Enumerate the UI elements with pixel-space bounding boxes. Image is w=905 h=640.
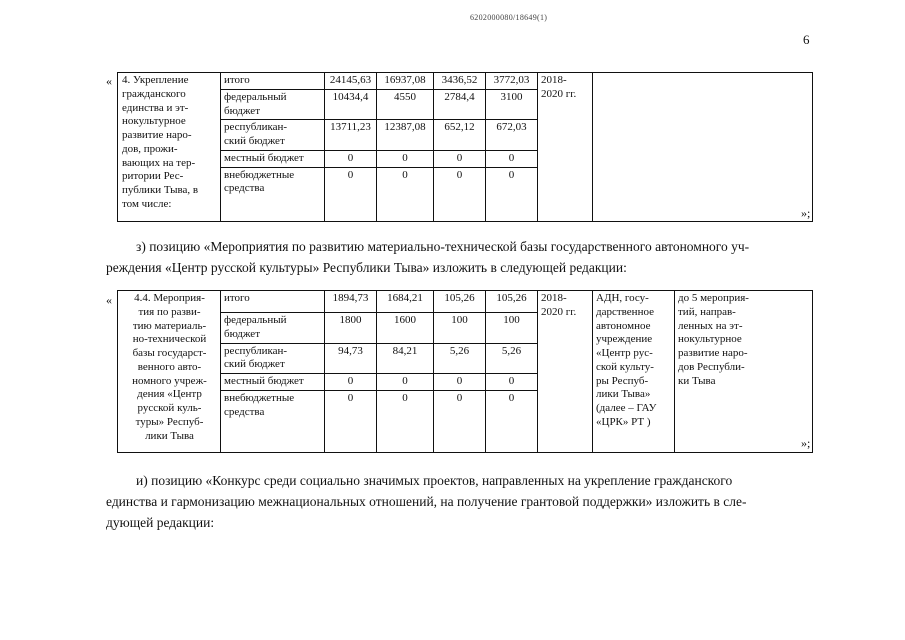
source-local: местный бюджет bbox=[221, 150, 325, 167]
cell-rep-v4: 672,03 bbox=[486, 120, 538, 151]
cell-extra-v3: 0 bbox=[434, 390, 486, 452]
cell-local-v4: 0 bbox=[486, 150, 538, 167]
measure-title: 4.4. Мероприя- тия по разви- тию материаль- но-технической базы государст- венного авто- номного учреж- дения «Центр русской куль- туры» Респуб- лики Тыва bbox=[118, 291, 221, 453]
document-code: 6202000080/18649(1) bbox=[470, 13, 548, 22]
source-extrabudget: внебюджетные средства bbox=[221, 167, 325, 221]
page-number: 6 bbox=[803, 32, 810, 47]
source-republican: республикан- ский бюджет bbox=[221, 120, 325, 151]
cell-local-v2: 0 bbox=[377, 374, 434, 391]
cell-extra-v3: 0 bbox=[434, 167, 486, 221]
cell-fed-v3: 100 bbox=[434, 313, 486, 344]
cell-fed-v2: 4550 bbox=[377, 89, 434, 120]
cell-total-v3: 105,26 bbox=[434, 291, 486, 313]
cell-total-v3: 3436,52 bbox=[434, 73, 486, 90]
cell-total-v2: 1684,21 bbox=[377, 291, 434, 313]
cell-rep-v2: 12387,08 bbox=[377, 120, 434, 151]
cell-total-v4: 3772,03 bbox=[486, 73, 538, 90]
executor: АДН, госу- дарственное автономное учреждение «Центр рус- ской культу- ры Респуб- лики Тыва» (далее – ГАУ «ЦРК» РТ ) bbox=[593, 291, 675, 453]
cell-local-v3: 0 bbox=[434, 150, 486, 167]
cell-extra-v4: 0 bbox=[486, 167, 538, 221]
cell-rep-v2: 84,21 bbox=[377, 343, 434, 374]
source-total: итого bbox=[221, 73, 325, 90]
cell-rep-v1: 94,73 bbox=[325, 343, 377, 374]
cell-rep-v4: 5,26 bbox=[486, 343, 538, 374]
budget-table-2 bbox=[117, 290, 813, 453]
cell-extra-v2: 0 bbox=[377, 390, 434, 452]
cell-local-v2: 0 bbox=[377, 150, 434, 167]
cell-extra-v2: 0 bbox=[377, 167, 434, 221]
cell-local-v4: 0 bbox=[486, 374, 538, 391]
source-republican: республикан- ский бюджет bbox=[221, 343, 325, 374]
paragraph-i: и) позицию «Конкурс среди социально значимых проектов, направленных на укрепление гражданского единства и гармонизацию межнациональных отношений, на получение грантовой поддержки» изложить в сле- дующей редакции: bbox=[106, 473, 747, 530]
cell-fed-v3: 2784,4 bbox=[434, 89, 486, 120]
source-federal: федеральный бюджет bbox=[221, 313, 325, 344]
cell-local-v3: 0 bbox=[434, 374, 486, 391]
period: 2018- 2020 гг. bbox=[538, 73, 593, 222]
cell-total-v1: 1894,73 bbox=[325, 291, 377, 313]
budget-table-1 bbox=[117, 72, 813, 222]
cell-total-v1: 24145,63 bbox=[325, 73, 377, 90]
cell-fed-v4: 100 bbox=[486, 313, 538, 344]
source-extrabudget: внебюджетные средства bbox=[221, 390, 325, 452]
cell-local-v1: 0 bbox=[325, 374, 377, 391]
empty-cell bbox=[593, 73, 813, 222]
opening-quote: « bbox=[106, 74, 112, 88]
cell-total-v4: 105,26 bbox=[486, 291, 538, 313]
source-local: местный бюджет bbox=[221, 374, 325, 391]
cell-fed-v4: 3100 bbox=[486, 89, 538, 120]
source-federal: федеральный бюджет bbox=[221, 89, 325, 120]
cell-rep-v1: 13711,23 bbox=[325, 120, 377, 151]
period: 2018- 2020 гг. bbox=[538, 291, 593, 453]
opening-quote: « bbox=[106, 293, 112, 307]
cell-rep-v3: 5,26 bbox=[434, 343, 486, 374]
cell-fed-v2: 1600 bbox=[377, 313, 434, 344]
expected-result: до 5 мероприя- тий, направ- ленных на эт- нокультурное развитие наро- дов Республи- ки Тыва bbox=[675, 291, 813, 453]
cell-extra-v1: 0 bbox=[325, 167, 377, 221]
cell-extra-v4: 0 bbox=[486, 390, 538, 452]
closing-quote: »; bbox=[801, 436, 811, 450]
cell-local-v1: 0 bbox=[325, 150, 377, 167]
measure-title: 4. Укрепление гражданского единства и эт- нокультурное развитие наро- дов, прожи- вающих на тер- ритории Рес- публики Тыва, в том числе: bbox=[118, 73, 221, 222]
cell-total-v2: 16937,08 bbox=[377, 73, 434, 90]
cell-extra-v1: 0 bbox=[325, 390, 377, 452]
closing-quote: »; bbox=[801, 206, 811, 220]
cell-rep-v3: 652,12 bbox=[434, 120, 486, 151]
source-total: итого bbox=[221, 291, 325, 313]
paragraph-z: з) позицию «Мероприятия по развитию материально-технической базы государственного автономного уч- реждения «Центр русской культуры» Республики Тыва» изложить в следующей редакции: bbox=[106, 239, 750, 275]
cell-fed-v1: 10434,4 bbox=[325, 89, 377, 120]
cell-fed-v1: 1800 bbox=[325, 313, 377, 344]
